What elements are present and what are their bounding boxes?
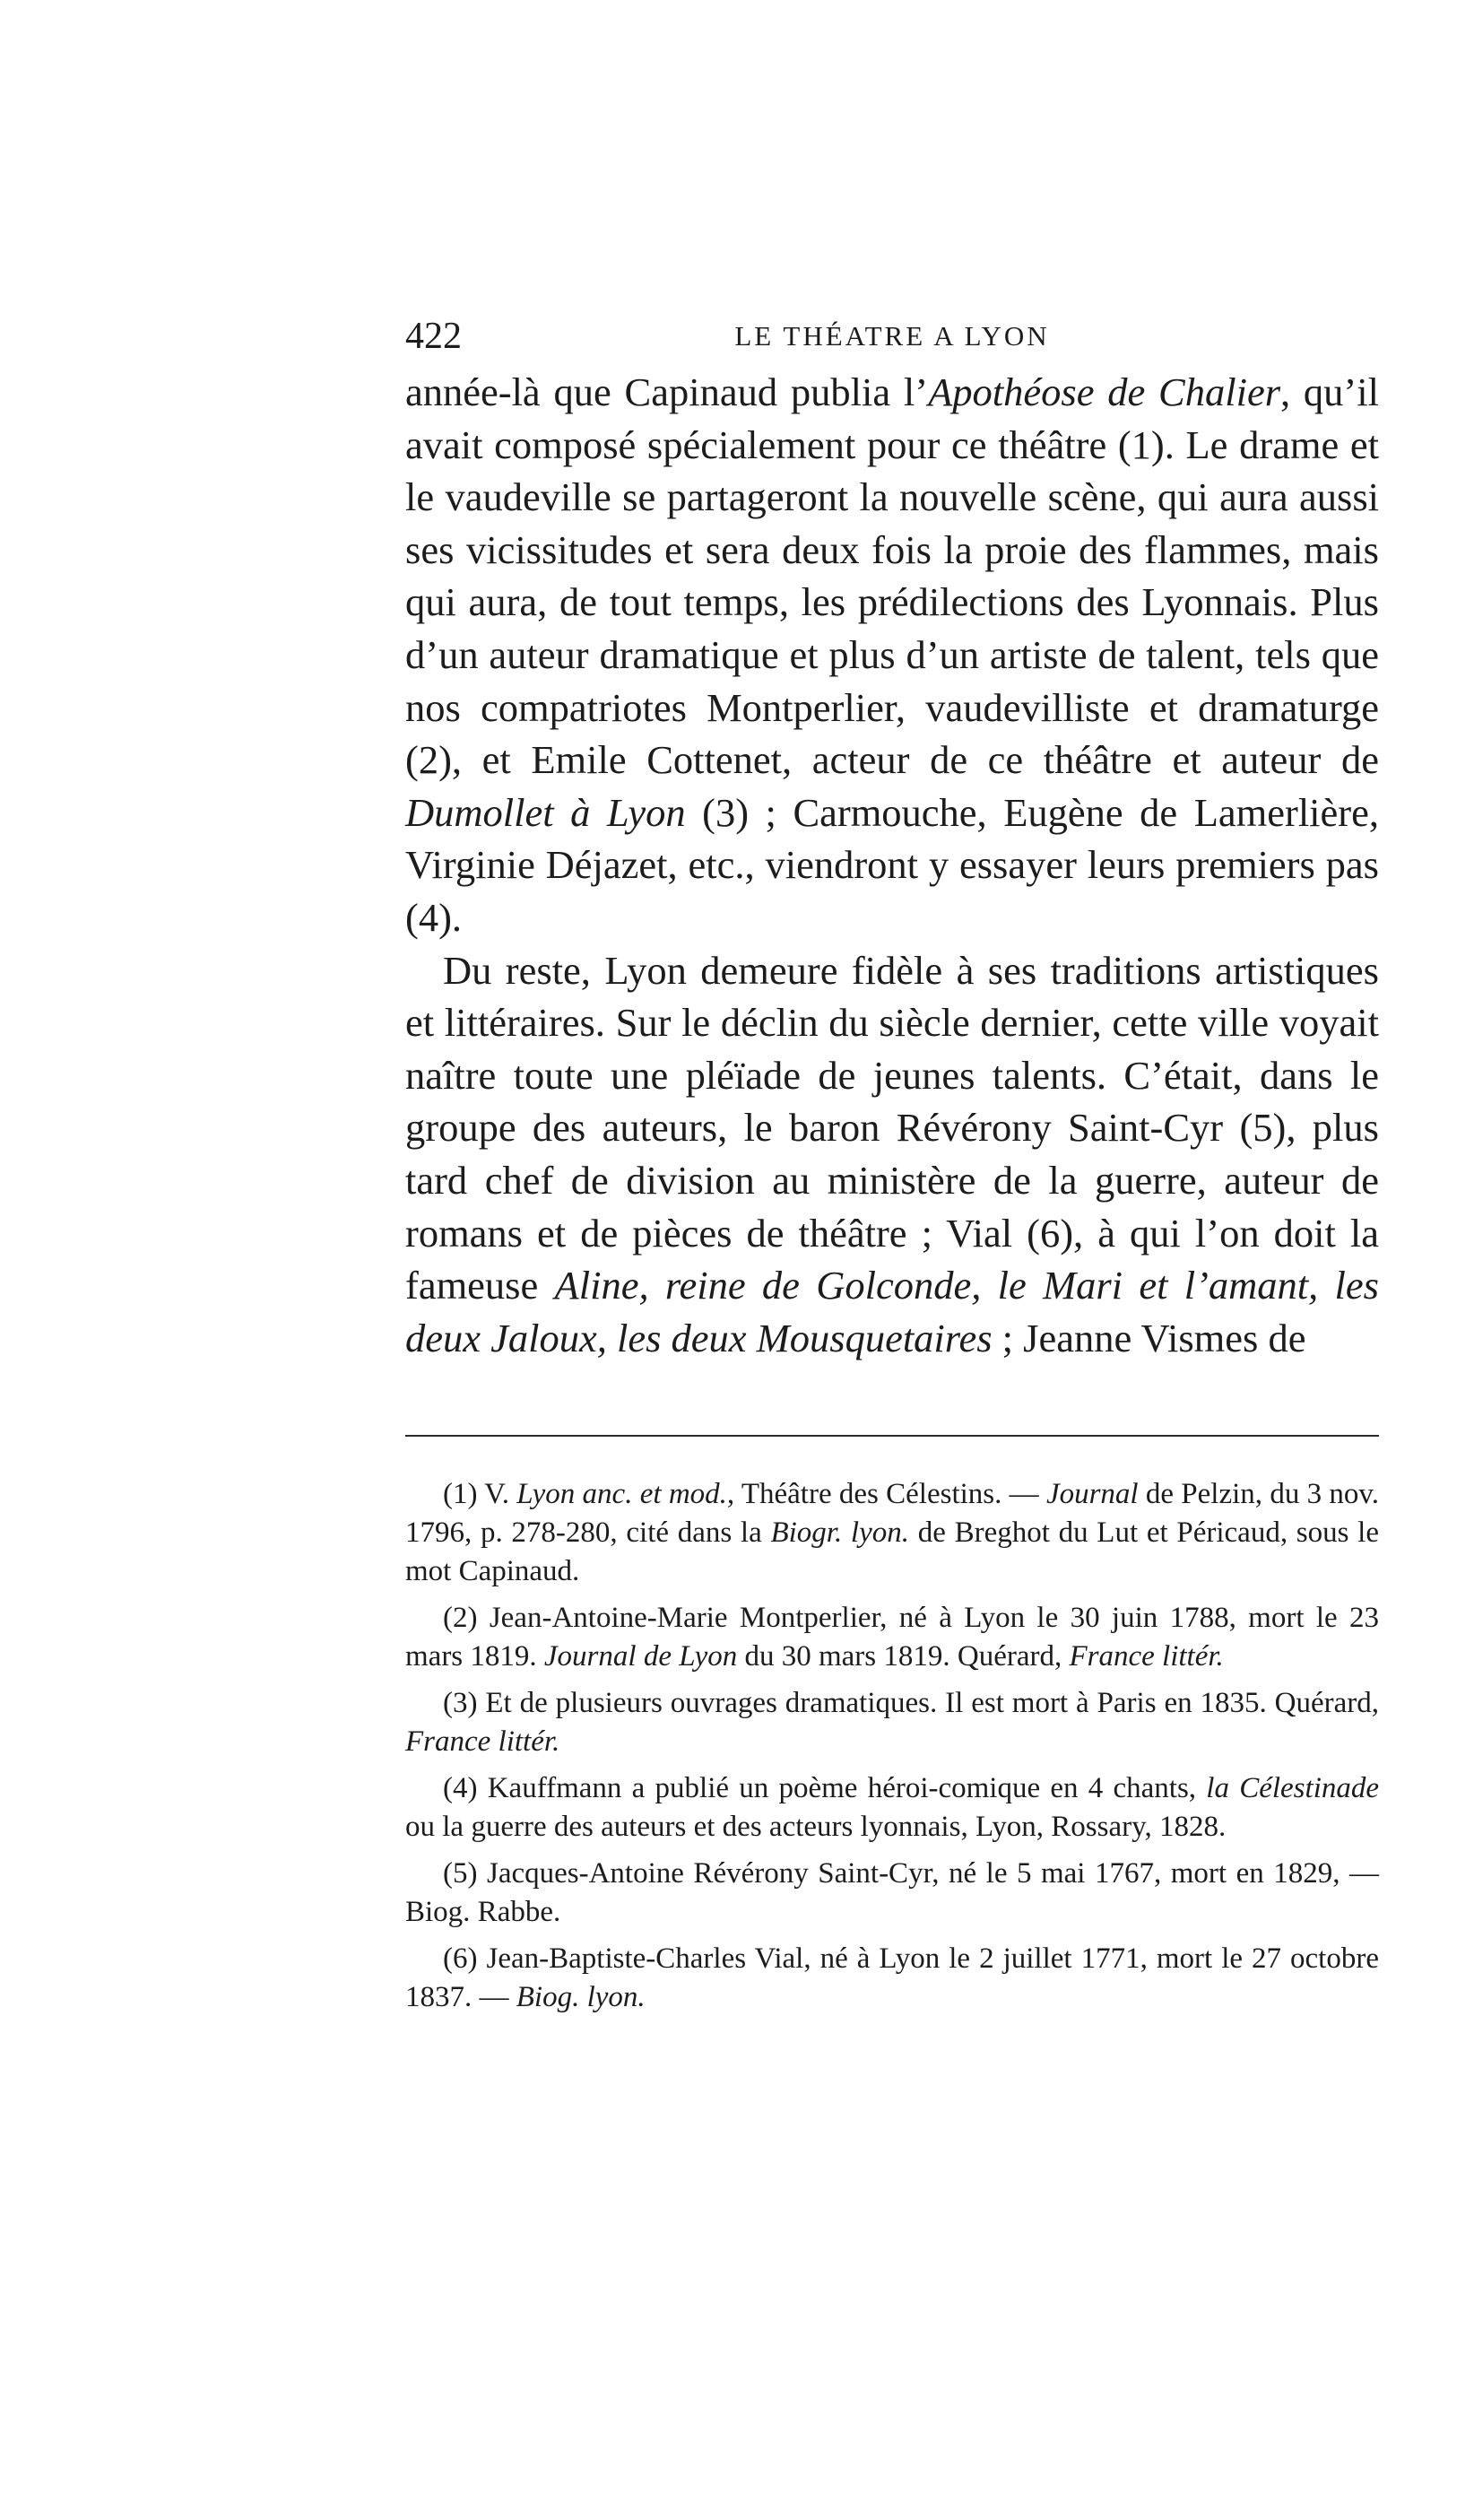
work-title: Dumollet à Lyon xyxy=(405,789,686,835)
main-text xyxy=(405,366,1379,1364)
footnote-divider xyxy=(405,1435,1379,1437)
work-titles: Aline, reine de Golconde, le Mari et l’amant, les deux Jaloux, les deux Mousquetaires xyxy=(405,1263,1379,1360)
footnote-4: (4) Kauffmann a publié un poème héroi-comique en 4 chants, la Célestinade ou la guerre des auteurs et des acteurs lyonnais, Lyon, Rossary, 1828. xyxy=(405,1772,1380,1843)
paragraph-1: année-là que Capinaud publia l’Apothéose de Chalier, qu’il avait composé spécialement pour ce théâtre (1). Le drame et le vaudeville se partageront la nouvelle scène, qui aura aussi ses vicissitudes et sera deux fois la proie des flammes, mais qui aura, de tout temps, les prédilections des Lyonnais. Plus d’un auteur dramatique et plus d’un artiste de talent, tels que nos compatriotes Montperlier, vaudevilliste et dramaturge (2), et Emile Cottenet, acteur de ce théâtre et auteur de Dumollet à Lyon (3) ; Carmouche, Eugène de Lamerlière, Virginie Déjazet, etc., viendront y essayer leurs premiers pas (4). xyxy=(405,369,1379,940)
work-title: Apothéose de Chalier xyxy=(928,369,1281,414)
footnote-6: (6) Jean-Baptiste-Charles Vial, né à Lyon le 2 juillet 1771, mort le 27 octobre 1837. — Biog. lyon. xyxy=(405,1942,1379,2013)
paragraph-2: Du reste, Lyon demeure fidèle à ses traditions artistiques et littéraires. Sur le déclin du siècle dernier, cette ville voyait naître toute une pléïade de jeunes talents. C’était, dans le groupe des auteurs, le baron Révérony Saint-Cyr (5), plus tard chef de division au ministère de la guerre, auteur de romans et de pièces de théâtre ; Vial (6), à qui l’on doit la fameuse Aline, reine de Golconde, le Mari et l’amant, les deux Jaloux, les deux Mousquetaires ; Jeanne Vismes de xyxy=(405,947,1379,1360)
footnote-3: (3) Et de plusieurs ouvrages dramatiques. Il est mort à Paris en 1835. Quérard, France littér. xyxy=(405,1687,1379,1758)
footnote-2: (2) Jean-Antoine-Marie Montperlier, né à Lyon le 30 juin 1788, mort le 23 mars 1819. Journal de Lyon du 30 mars 1819. Quérard, France littér. xyxy=(405,1602,1379,1673)
footnotes xyxy=(405,1475,1379,2025)
page-header xyxy=(405,309,1379,363)
footnote-5: (5) Jacques-Antoine Révérony Saint-Cyr, né le 5 mai 1767, mort en 1829, — Biog. Rabbe. xyxy=(405,1857,1379,1928)
running-title: LE THÉATRE A LYON xyxy=(734,320,1050,352)
footnote-1: (1) V. Lyon anc. et mod., Théâtre des Célestins. — Journal de Pelzin, du 3 nov. 1796, p. 278-280, cité dans la Biogr. lyon. de Breghot du Lut et Péricaud, sous le mot Capinaud. xyxy=(405,1478,1379,1587)
page-number: 422 xyxy=(405,316,462,357)
